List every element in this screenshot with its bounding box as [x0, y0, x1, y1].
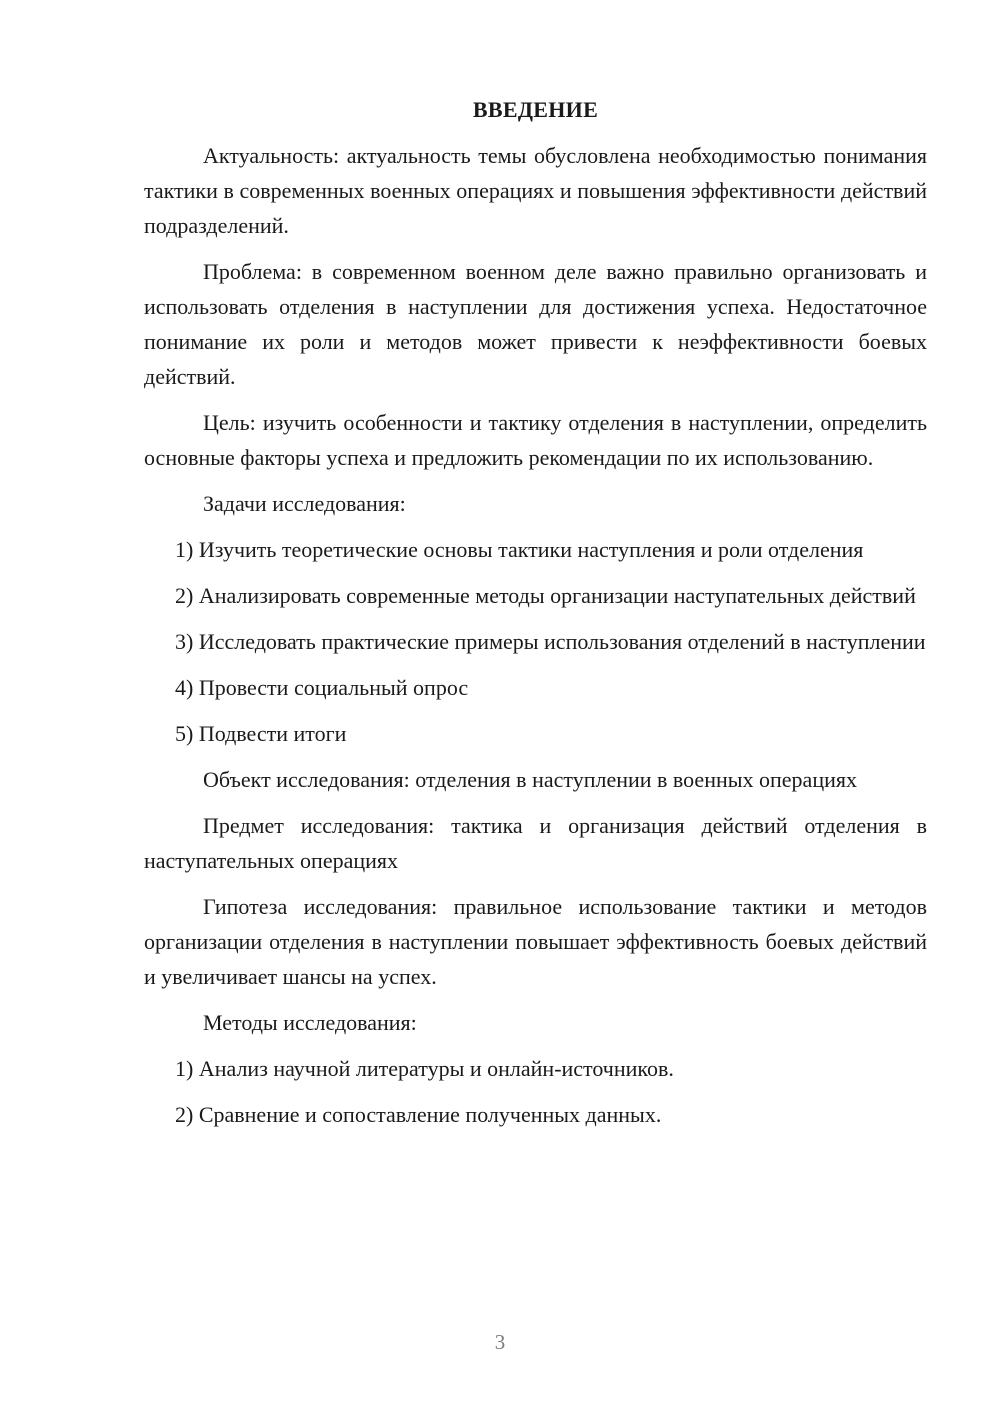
hypothesis-paragraph: Гипотеза исследования: правильное использование тактики и методов организации отделения в наступлении повышает эффективность боевых действий и увеличивает шансы на успех.: [144, 894, 927, 989]
page-title: ВВЕДЕНИЕ: [472, 97, 599, 122]
method-item-2: 2) Сравнение и сопоставление полученных данных.: [175, 1102, 662, 1127]
task-item-3: 3) Исследовать практические примеры использования отделений в наступлении: [175, 629, 926, 654]
task-item-5: 5) Подвести итоги: [175, 721, 347, 746]
tasks-heading: Задачи исследования:: [203, 491, 406, 516]
method-item-1: 1) Анализ научной литературы и онлайн-источников.: [175, 1056, 674, 1081]
task-item-1: 1) Изучить теоретические основы тактики наступления и роли отделения: [175, 537, 864, 562]
task-item-4: 4) Провести социальный опрос: [175, 675, 469, 700]
document-page: [144, 92, 927, 1143]
methods-heading: Методы исследования:: [203, 1010, 417, 1035]
relevance-paragraph: Актуальность: актуальность темы обусловлена необходимостью понимания тактики в современных военных операциях и повышения эффективности действий подразделений.: [144, 143, 927, 238]
goal-paragraph: Цель: изучить особенности и тактику отделения в наступлении, определить основные факторы успеха и предложить рекомендации по их использованию.: [144, 410, 927, 470]
problem-paragraph: Проблема: в современном военном деле важно правильно организовать и использовать отделения в наступлении для достижения успеха. Недостаточное понимание их роли и методов может привести к неэффективности боевых действий.: [144, 259, 927, 389]
task-item-2: 2) Анализировать современные методы организации наступательных действий: [175, 583, 916, 608]
object-paragraph: Объект исследования: отделения в наступлении в военных операциях: [203, 767, 857, 792]
page-number: 3: [494, 1330, 506, 1354]
subject-paragraph: Предмет исследования: тактика и организация действий отделения в наступательных операциях: [144, 813, 927, 873]
